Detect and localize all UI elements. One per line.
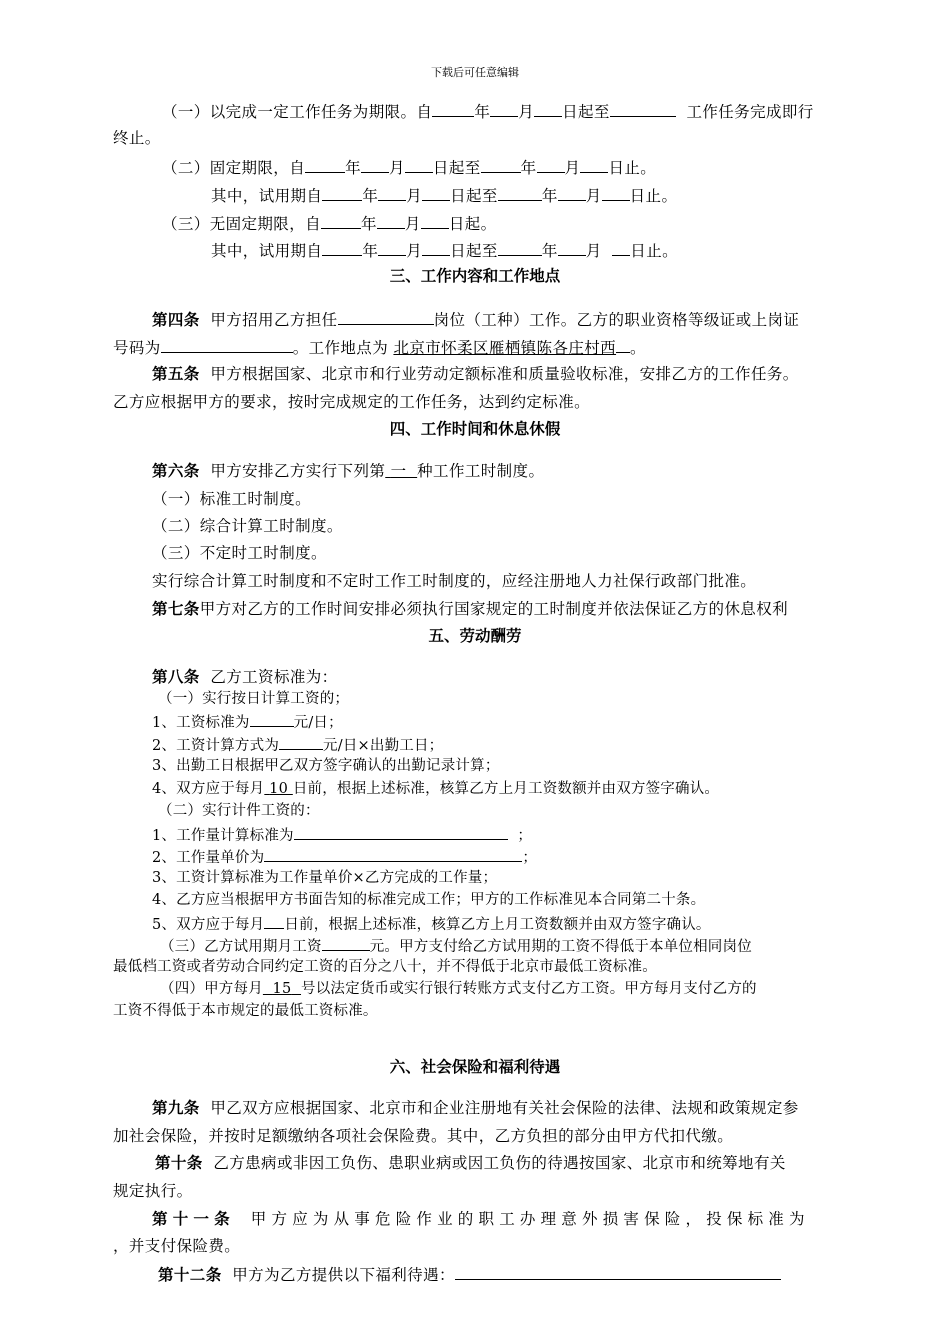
article-12-line: 第十二条 甲方为乙方提供以下福利待遇： — [158, 1264, 781, 1285]
article-label: 第十条 — [155, 1154, 203, 1172]
pay-day-value: 10 — [269, 781, 288, 797]
blank-field[interactable] — [378, 240, 406, 256]
pay-method-line-2: 工资不得低于本市规定的最低工资标准。 — [113, 1003, 378, 1019]
blank-field[interactable] — [432, 101, 474, 117]
article-4-line-2: 号码为 。工作地点为 北京市怀柔区雁栖镇陈各庄村西 。 — [113, 339, 646, 357]
hour-option-2: （二）综合计算工时制度。 — [152, 517, 343, 535]
section-title: 六、社会保险和福利待遇 — [389, 1058, 561, 1076]
blank-field[interactable] — [264, 914, 284, 929]
section-title: 四、工作时间和休息休假 — [389, 420, 561, 438]
wage-piece-title: （二）实行计件工资的： — [158, 803, 320, 819]
blank-field[interactable] — [537, 157, 565, 173]
article-label: 第六条 — [152, 462, 200, 480]
term-fixed-probation-line: 其中，试用期自 年 月 日起至 年 月 日止。 — [211, 187, 678, 205]
blank-field[interactable] — [580, 157, 608, 173]
header-note: 下载后可任意编辑 — [431, 66, 519, 79]
article-10-line-2: 规定执行。 — [113, 1182, 193, 1200]
wage-daily-1: 1、工资标准为 元/日； — [152, 712, 343, 732]
blank-field[interactable] — [377, 213, 405, 229]
article-label: 第十一条 — [152, 1210, 235, 1228]
blank-field[interactable] — [612, 240, 630, 256]
blank-field[interactable] — [305, 157, 345, 173]
article-4-line-1: 第四条 甲方招用乙方担任 岗位（工种）工作。乙方的职业资格等级证或上岗证 — [152, 311, 800, 329]
blank-field[interactable] — [321, 213, 361, 229]
blank-field[interactable] — [455, 1264, 781, 1280]
probation-wage-line: （三）乙方试用期月工资 元。甲方支付给乙方试用期的工资不得低于本单位相同岗位 — [160, 936, 752, 956]
blank-field[interactable] — [490, 101, 518, 117]
blank-field[interactable] — [422, 185, 450, 201]
article-7-line: 第七条甲方对乙方的工作时间安排必须执行国家规定的工时制度并依法保证乙方的休息权利 — [152, 600, 789, 618]
blank-field[interactable] — [378, 185, 406, 201]
article-label: 第四条 — [152, 311, 200, 329]
hour-option-3: （三）不定时工时制度。 — [152, 544, 327, 562]
blank-field[interactable] — [322, 240, 362, 256]
blank-field[interactable] — [294, 825, 508, 840]
term-task-line-2: 终止。 — [113, 129, 161, 147]
article-8-line: 第八条 乙方工资标准为： — [152, 668, 338, 686]
article-9-line-2: 加社会保险，并按时足额缴纳各项社会保险费。其中，乙方负担的部分由甲方代扣代缴。 — [113, 1127, 734, 1145]
blank-field[interactable] — [161, 337, 293, 353]
term-open-line: （三）无固定期限，自 年 月 日起。 — [162, 215, 497, 233]
blank-field[interactable] — [322, 185, 362, 201]
blank-field[interactable] — [498, 240, 542, 256]
article-5-line-2: 乙方应根据甲方的要求，按时完成规定的工作任务，达到约定标准。 — [113, 393, 591, 411]
blank-field[interactable] — [481, 157, 521, 173]
blank-field[interactable] — [610, 101, 676, 117]
blank-field[interactable] — [534, 101, 562, 117]
article-label: 第五条 — [152, 365, 200, 383]
pay-method-line: （四）甲方每月 15 号以法定货币或实行银行转账方式支付乙方工资。甲方每月支付乙方的 — [160, 981, 757, 997]
article-9-line-1: 第九条 甲乙双方应根据国家、北京市和企业注册地有关社会保险的法律、法规和政策规定参 — [152, 1099, 799, 1117]
wage-piece-2: 2、工作量单价为 ； — [152, 847, 537, 867]
blank-field[interactable] — [322, 936, 370, 951]
blank-field[interactable] — [405, 157, 433, 173]
wage-piece-1: 1、工作量计算标准为 ； — [152, 825, 532, 845]
article-5-line-1: 第五条 甲方根据国家、北京市和行业劳动定额标准和质量验收标准，安排乙方的工作任务。 — [152, 365, 799, 383]
blank-field[interactable] — [558, 185, 586, 201]
term-task-line: （一）以完成一定工作任务为期限。自 年 月 日起至 工作任务完成即行 — [162, 103, 814, 121]
article-11-line-1: 第十一条 甲方应为从事危险作业的职工办理意外损害保险，投保标准为 — [152, 1210, 810, 1228]
wage-piece-4: 4、乙方应当根据甲方书面告知的标准完成工作；甲方的工作标准见本合同第二十条。 — [152, 892, 706, 908]
blank-field[interactable] — [422, 240, 450, 256]
term-fixed-line: （二）固定期限，自 年 月 日起至 年 月 日止。 — [162, 159, 657, 177]
blank-field[interactable] — [361, 157, 389, 173]
blank-field[interactable] — [421, 213, 449, 229]
hour-note: 实行综合计算工时制度和不定时工作工时制度的，应经注册地人力社保行政部门批准。 — [152, 572, 757, 590]
article-label: 第十二条 — [158, 1266, 222, 1284]
blank-field[interactable] — [279, 735, 323, 750]
article-10-line-1: 第十条 乙方患病或非因工负伤、患职业病或因工负伤的待遇按国家、北京市和统筹地有关 — [155, 1154, 786, 1172]
wage-piece-3: 3、工资计算标准为工作量单价×乙方完成的工作量； — [152, 870, 498, 886]
article-6-line: 第六条 甲方安排乙方实行下列第 一 种工作工时制度。 — [152, 462, 545, 480]
wage-daily-2: 2、工资计算方式为 元/日×出勤工日； — [152, 735, 443, 755]
blank-field[interactable] — [338, 309, 434, 325]
work-place-value: 北京市怀柔区雁栖镇陈各庄村西 — [393, 339, 617, 357]
wage-daily-4: 4、双方应于每月 10 日前，根据上述标准，核算乙方上月工资数额并由双方签字确认。 — [152, 781, 720, 797]
article-label: 第九条 — [152, 1099, 200, 1117]
underline-pad — [616, 337, 630, 353]
blank-field[interactable] — [264, 847, 522, 862]
hour-option-1: （一）标准工时制度。 — [152, 490, 312, 508]
hour-system-value: 一 — [390, 462, 407, 480]
blank-field[interactable] — [602, 185, 630, 201]
blank-field[interactable] — [498, 185, 542, 201]
section-title: 五、劳动酬劳 — [428, 627, 522, 645]
article-11-line-2: ，并支付保险费。 — [113, 1237, 241, 1255]
blank-field[interactable] — [250, 712, 294, 727]
section-title: 三、工作内容和工作地点 — [389, 267, 561, 285]
wage-daily-title: （一）实行按日计算工资的； — [158, 691, 350, 707]
article-label: 第七条 — [152, 600, 200, 618]
article-label: 第八条 — [152, 668, 200, 686]
probation-wage-line-2: 最低档工资或者劳动合同约定工资的百分之八十，并不得低于北京市最低工资标准。 — [113, 959, 657, 975]
wage-daily-3: 3、出勤工日根据甲乙双方签字确认的出勤记录计算； — [152, 758, 500, 774]
blank-field[interactable] — [558, 240, 586, 256]
wage-piece-5: 5、双方应于每月 日前，根据上述标准，核算乙方上月工资数额并由双方签字确认。 — [152, 914, 711, 934]
term-open-probation-line: 其中，试用期自 年 月 日起至 年 月 日止。 — [211, 242, 678, 260]
pay-date-value: 15 — [272, 981, 292, 997]
